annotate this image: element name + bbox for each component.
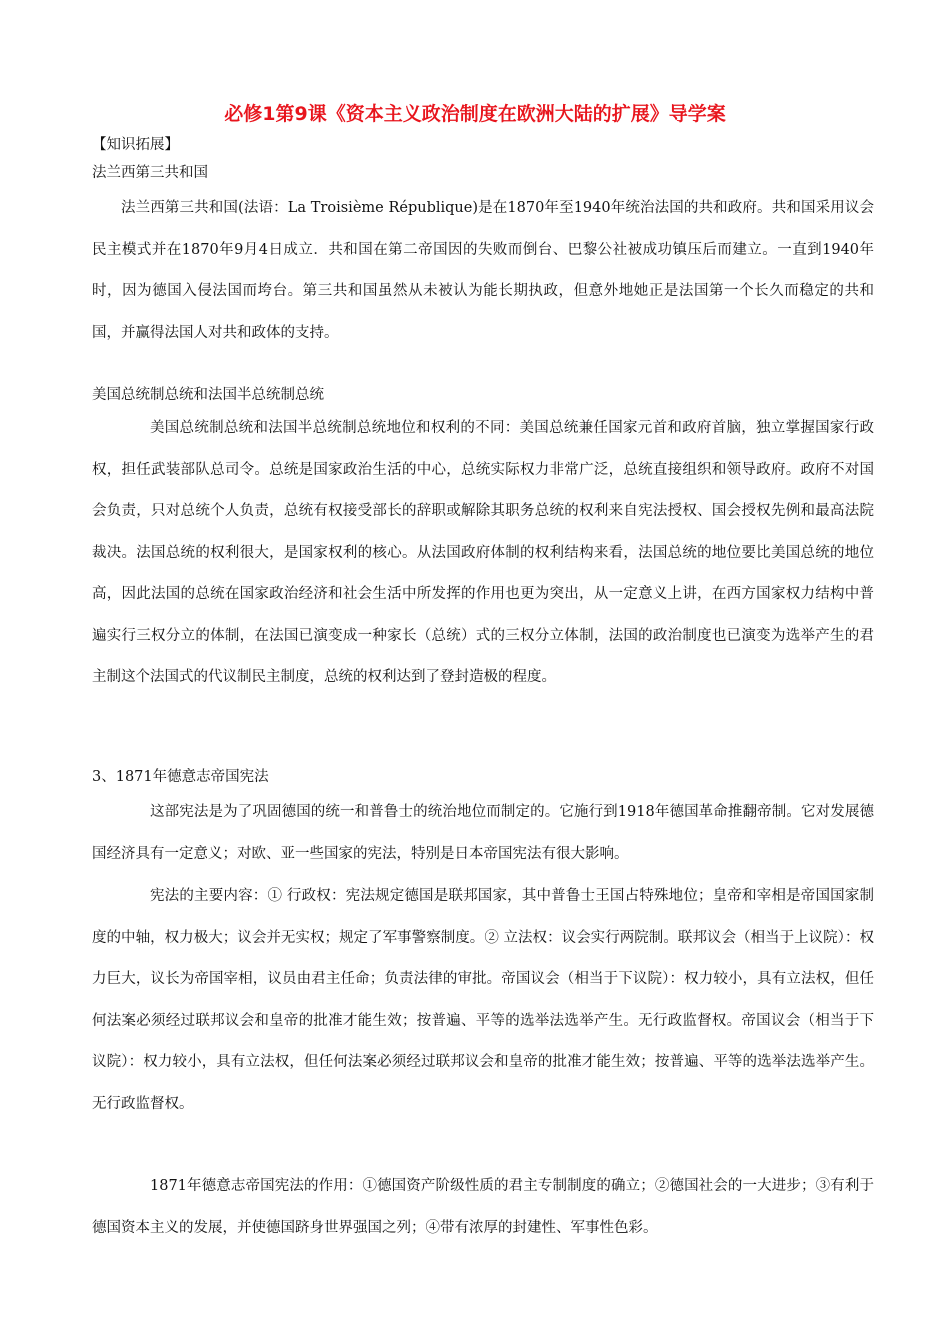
section-1-heading: 法兰西第三共和国: [92, 165, 208, 181]
section-3-paragraph-1: 这部宪法是为了巩固德国的统一和普鲁士的统治地位而制定的。它施行到1918年德国革命推翻帝制。它对发展德国经济具有一定意义；对欧、亚一些国家的宪法，特别是日本帝国宪法有很大影响。: [92, 804, 874, 862]
section-1-paragraph: 法兰西第三共和国(法语：La Troisième République)是在1870年至1940年统治法国的共和政府。共和国采用议会民主模式并在1870年9月4日成立．共和国在第二帝国因的失败而倒台、巴黎公社被成功镇压后而建立。一直到1940年时，因为德国入侵法国而垮台。第三共和国虽然从未被认为能长期执政，但意外地她正是法国第一个长久而稳定的共和国，并赢得法国人对共和政体的支持。: [92, 200, 874, 341]
section-3-paragraph-3: 1871年德意志帝国宪法的作用：①德国资产阶级性质的君主专制制度的确立；②德国社会的一大进步；③有利于德国资本主义的发展，并使德国跻身世界强国之列；④带有浓厚的封建性、军事性色彩。: [92, 1178, 874, 1236]
page-title: 必修1第9课《资本主义政治制度在欧洲大陆的扩展》导学案: [224, 103, 726, 125]
section-3-heading: 3、1871年德意志帝国宪法: [92, 769, 269, 785]
section-3-paragraph-2: 宪法的主要内容：① 行政权：宪法规定德国是联邦国家，其中普鲁士王国占特殊地位；皇帝和宰相是帝国国家制度的中轴，权力极大；议会并无实权；规定了军事警察制度。② 立法权：议会实行两院制。联邦议会（相当于上议院）：权力巨大，议长为帝国宰相，议员由君主任命；负责法律的审批。帝国议会（相当于下议院）：权力较小，具有立法权，但任何法案必须经过联邦议会和皇帝的批准才能生效；按普遍、平等的选举法选举产生。无行政监督权。帝国议会（相当于下议院）：权力较小，具有立法权，但任何法案必须经过联邦议会和皇帝的批准才能生效；按普遍、平等的选举法选举产生。无行政监督权。: [92, 888, 874, 1112]
section-tag: 【知识拓展】: [92, 137, 179, 153]
section-2-heading: 美国总统制总统和法国半总统制总统: [92, 387, 324, 403]
section-2-paragraph: 美国总统制总统和法国半总统制总统地位和权利的不同：美国总统兼任国家元首和政府首脑，独立掌握国家行政权，担任武装部队总司令。总统是国家政治生活的中心，总统实际权力非常广泛，总统直接组织和领导政府。政府不对国会负责，只对总统个人负责，总统有权接受部长的辞职或解除其职务总统的权利来自宪法授权、国会授权先例和最高法院裁决。法国总统的权利很大，是国家权利的核心。从法国政府体制的权利结构来看，法国总统的地位要比美国总统的地位高，因此法国的总统在国家政治经济和社会生活中所发挥的作用也更为突出，从一定意义上讲，在西方国家权力结构中普遍实行三权分立的体制，在法国已演变成一种家长（总统）式的三权分立体制，法国的政治制度也已演变为选举产生的君主制这个法国式的代议制民主制度，总统的权利达到了登封造极的程度。: [92, 420, 874, 685]
